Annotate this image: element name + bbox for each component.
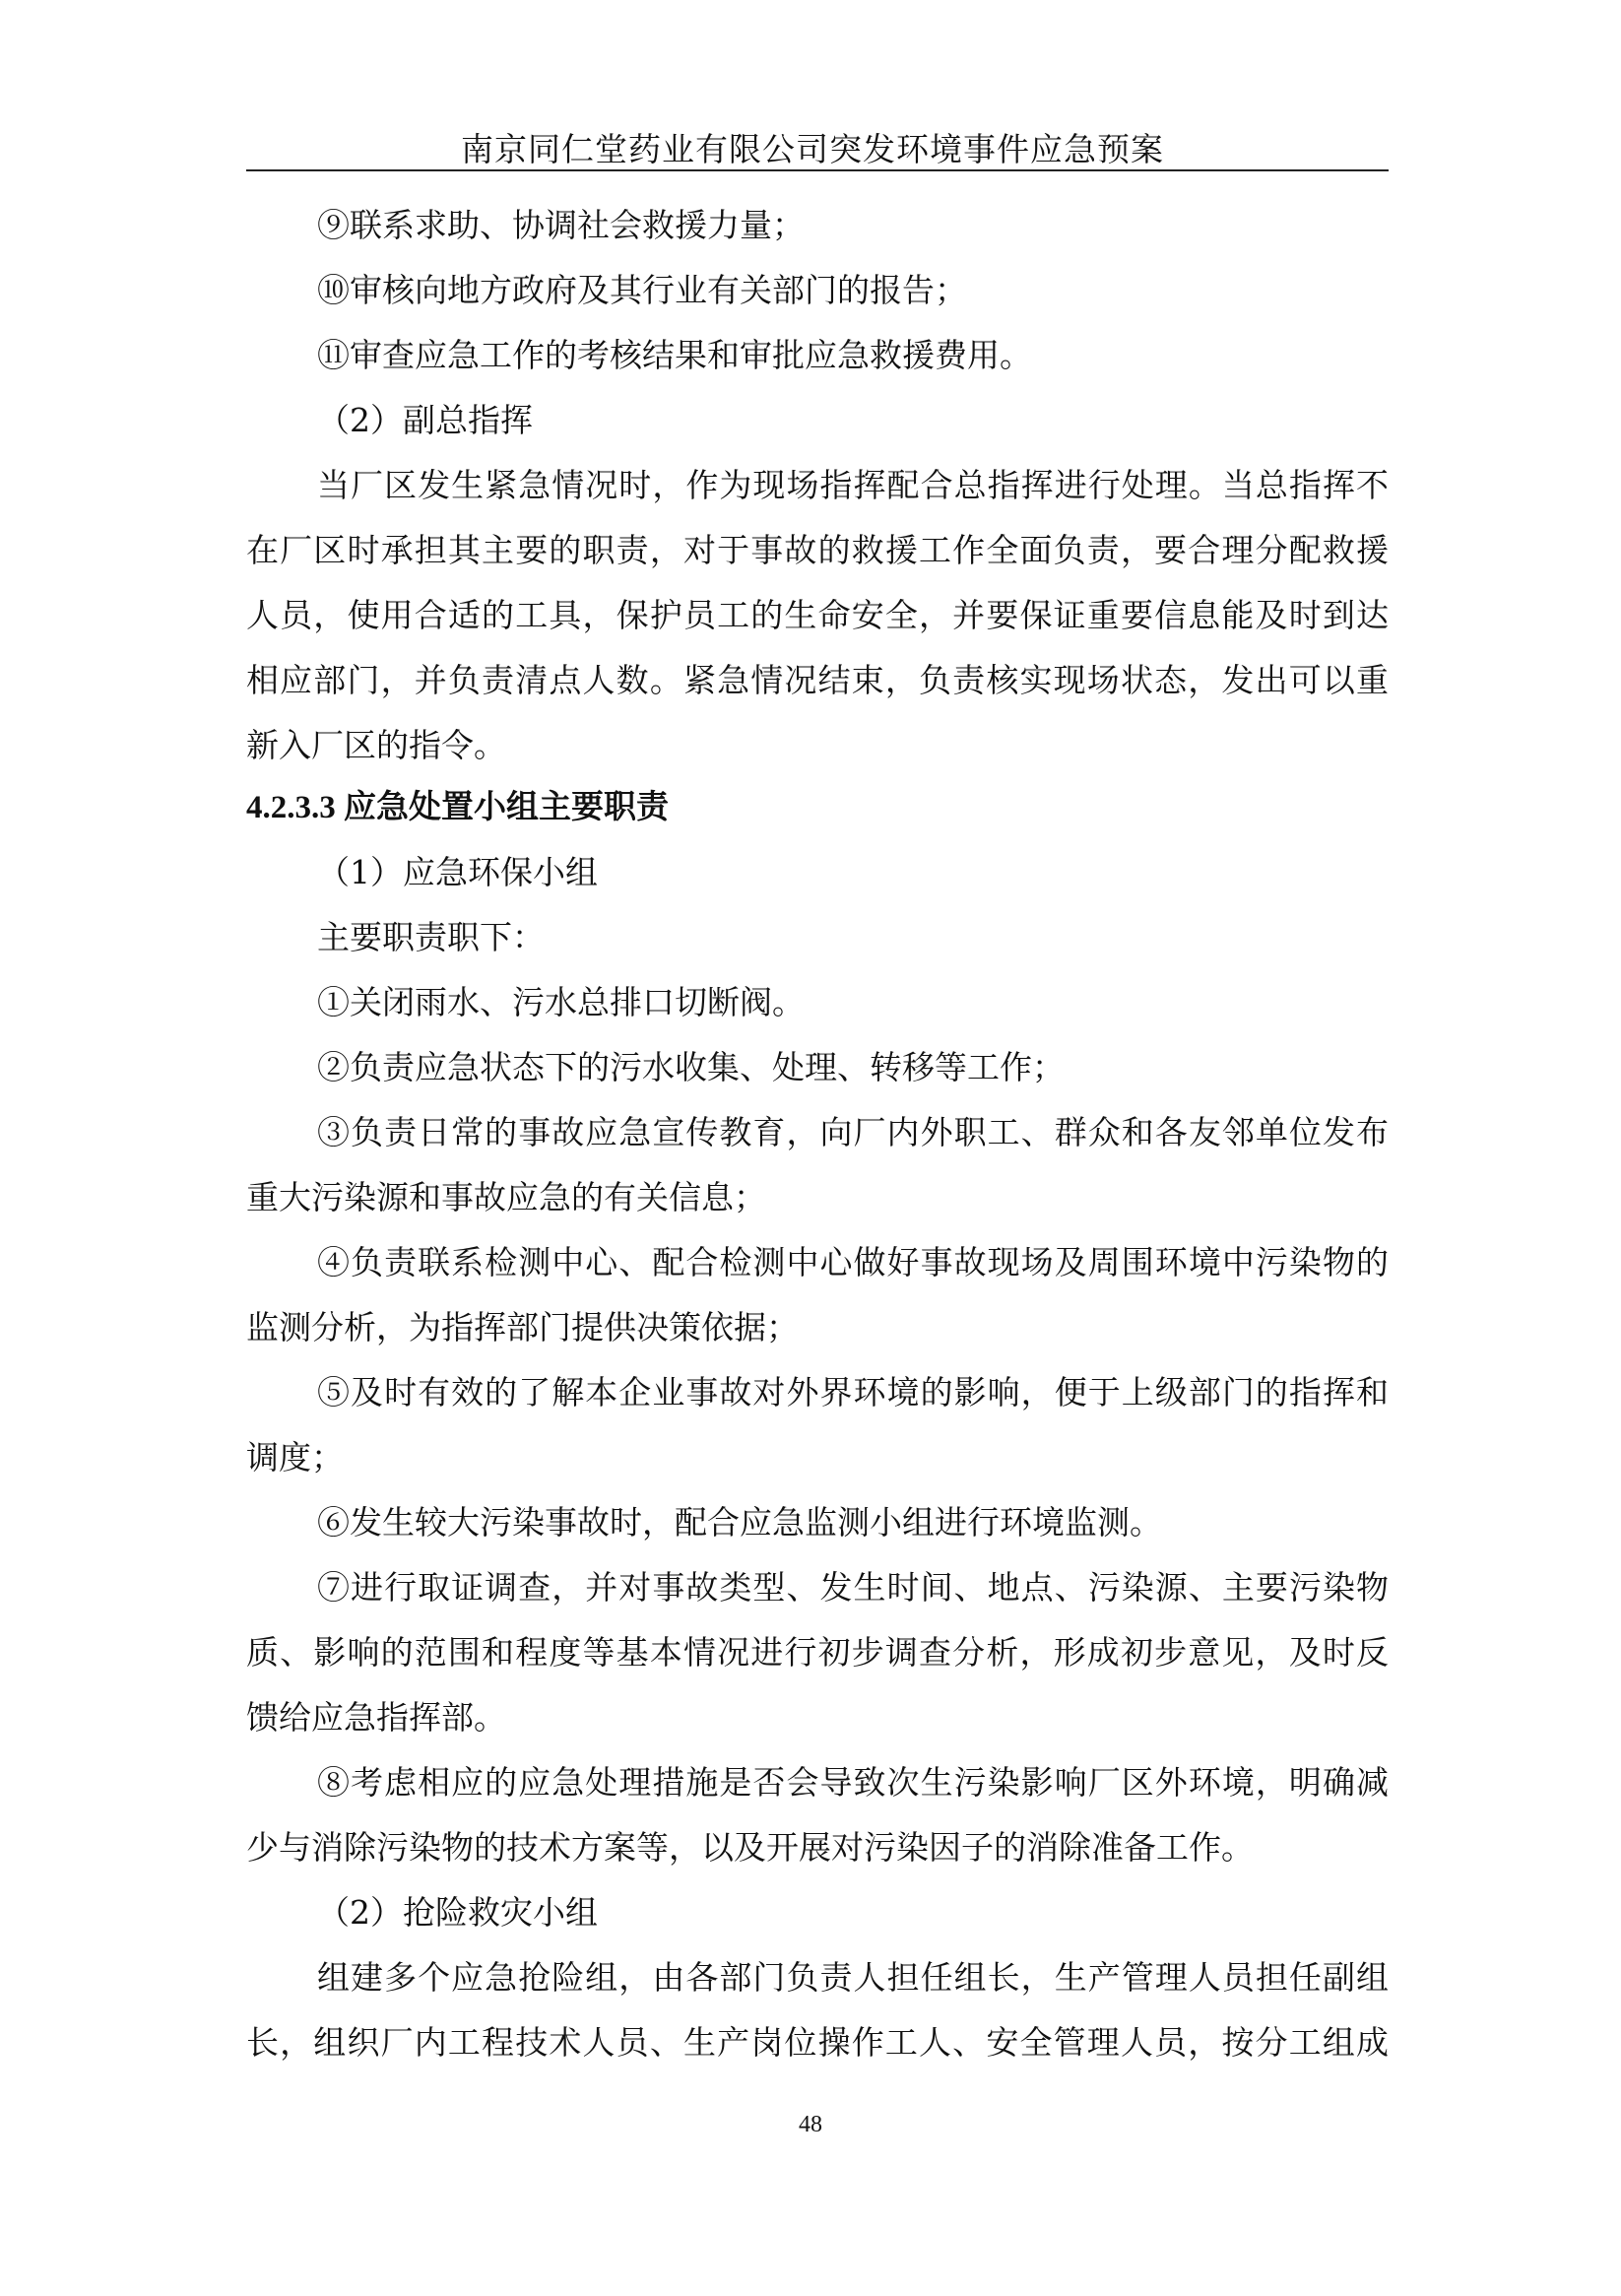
page-header-title: 南京同仁堂药业有限公司突发环境事件应急预案 [461, 130, 1164, 168]
text-line: 主要职责职下： [317, 918, 545, 956]
text-line: ⑪审查应急工作的考核结果和审批应急救援费用。 [317, 336, 1032, 374]
text-line: 少与消除污染物的技术方案等，以及开展对污染因子的消除准备工作。 [246, 1828, 1254, 1867]
text-line: 监测分析，为指挥部门提供决策依据； [246, 1308, 799, 1346]
text-line: 相应部门，并负责清点人数。紧急情况结束，负责核实现场状态，发出可以重 [246, 661, 1389, 699]
text-line: 重大污染源和事故应急的有关信息； [246, 1178, 766, 1216]
text-line: 长，组织厂内工程技术人员、生产岗位操作工人、安全管理人员，按分工组成 [246, 2023, 1389, 2062]
text-line: 人员，使用合适的工具，保护员工的生命安全，并要保证重要信息能及时到达 [246, 596, 1389, 634]
subheading: （2）抢险救灾小组 [317, 1893, 598, 1932]
text-line: 调度； [246, 1438, 344, 1476]
text-line: 馈给应急指挥部。 [246, 1698, 506, 1737]
text-line: ⑤及时有效的了解本企业事故对外界环境的影响，便于上级部门的指挥和 [317, 1373, 1389, 1411]
text-line: 新入厂区的指令。 [246, 726, 506, 764]
text-line: ⑨联系求助、协调社会救援力量； [317, 206, 805, 244]
subheading: （2）副总指挥 [317, 401, 533, 439]
text-line: ⑦进行取证调查，并对事故类型、发生时间、地点、污染源、主要污染物 [317, 1568, 1389, 1607]
text-line: 组建多个应急抢险组，由各部门负责人担任组长，生产管理人员担任副组 [317, 1958, 1389, 1997]
text-line: ⑧考虑相应的应急处理措施是否会导致次生污染影响厂区外环境，明确减 [317, 1763, 1389, 1802]
text-line: 质、影响的范围和程度等基本情况进行初步调查分析，形成初步意见，及时反 [246, 1633, 1389, 1672]
page-number: 48 [799, 2112, 822, 2137]
text-line: 在厂区时承担其主要的职责，对于事故的救援工作全面负责，要合理分配救援 [246, 531, 1389, 569]
header-rule [246, 169, 1389, 171]
text-line: ③负责日常的事故应急宣传教育，向厂内外职工、群众和各友邻单位发布 [317, 1113, 1389, 1151]
text-line: ④负责联系检测中心、配合检测中心做好事故现场及周围环境中污染物的 [317, 1243, 1389, 1281]
section-heading: 4.2.3.3 应急处置小组主要职责 [246, 790, 669, 825]
subheading: （1）应急环保小组 [317, 853, 598, 891]
text-line: ⑥发生较大污染事故时，配合应急监测小组进行环境监测。 [317, 1503, 1162, 1542]
text-line: ②负责应急状态下的污水收集、处理、转移等工作； [317, 1048, 1065, 1086]
text-line: 当厂区发生紧急情况时，作为现场指挥配合总指挥进行处理。当总指挥不 [317, 466, 1389, 504]
text-line: ⑩审核向地方政府及其行业有关部门的报告； [317, 271, 967, 309]
text-line: ①关闭雨水、污水总排口切断阀。 [317, 983, 805, 1021]
